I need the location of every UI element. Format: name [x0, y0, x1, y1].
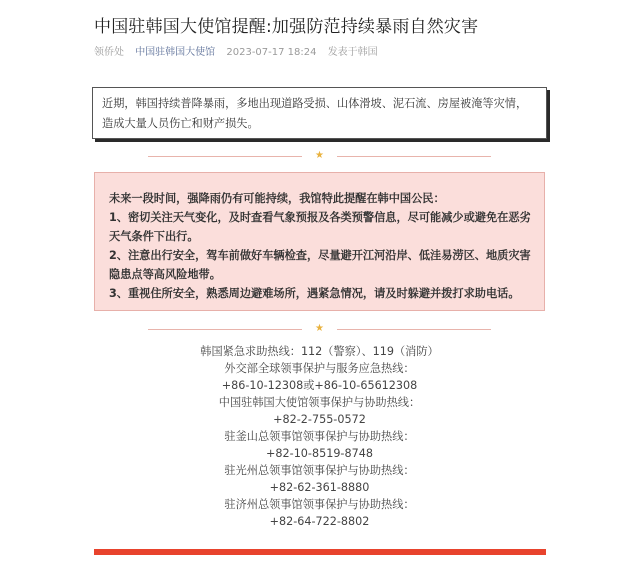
hotline-list — [94, 343, 545, 530]
notice-item-3: 3、重视住所安全，熟悉周边避难场所，遇紧急情况，请及时躲避并拨打求助电话。 — [109, 287, 520, 300]
article-meta — [94, 43, 386, 58]
meta-location: 发表于韩国 — [327, 47, 378, 58]
intro-text: 近期，韩国持续普降暴雨，多地出现道路受损、山体滑坡、泥石流、房屋被淹等灾情，造成大量人员伤亡和财产损失。 — [102, 97, 528, 130]
star-icon: ★ — [315, 150, 324, 161]
star-icon: ★ — [315, 323, 324, 334]
notice-box — [94, 172, 545, 311]
meta-datetime: 2023-07-17 18:24 — [226, 47, 317, 58]
notice-lead: 未来一段时间，强降雨仍有可能持续，我馆特此提醒在韩中国公民： — [109, 192, 445, 205]
article-title: 中国驻韩国大使馆提醒:加强防范持续暴雨自然灾害 — [94, 17, 479, 37]
divider-left-2 — [148, 329, 302, 330]
hotline-line: 中国驻韩国大使馆领事保护与协助热线： — [218, 396, 421, 409]
hotline-number: +82-10-8519-8748 — [266, 447, 373, 460]
bottom-accent-bar — [94, 549, 546, 555]
meta-label: 领侨处 — [94, 47, 124, 58]
hotline-line: 驻光州总领事馆领事保护与协助热线： — [224, 464, 415, 477]
hotline-number: +82-64-722-8802 — [269, 515, 370, 528]
notice-item-1: 1、密切关注天气变化，及时查看气象预报及各类预警信息，尽可能减少或避免在恶劣天气条件下出行。 — [109, 211, 531, 243]
hotline-number: +82-62-361-8880 — [269, 481, 370, 494]
meta-source-link[interactable]: 中国驻韩国大使馆 — [135, 47, 216, 58]
divider-left-1 — [148, 156, 302, 157]
hotline-number: +86-10-12308或+86-10-65612308 — [221, 379, 418, 392]
divider-right-1 — [337, 156, 491, 157]
hotline-line: 韩国紧急求助热线：112（警察）、119（消防） — [200, 345, 439, 358]
hotline-number: +82-2-755-0572 — [273, 413, 366, 426]
hotline-line: 驻釜山总领事馆领事保护与协助热线： — [224, 430, 415, 443]
intro-box — [92, 87, 547, 139]
notice-item-2: 2、注意出行安全，驾车前做好车辆检查，尽量避开江河沿岸、低洼易涝区、地质灾害隐患点等高风险地带。 — [109, 249, 531, 281]
divider-right-2 — [337, 329, 491, 330]
hotline-line: 外交部全球领事保护与服务应急热线： — [224, 362, 415, 375]
hotline-line: 驻济州总领事馆领事保护与协助热线： — [224, 498, 415, 511]
